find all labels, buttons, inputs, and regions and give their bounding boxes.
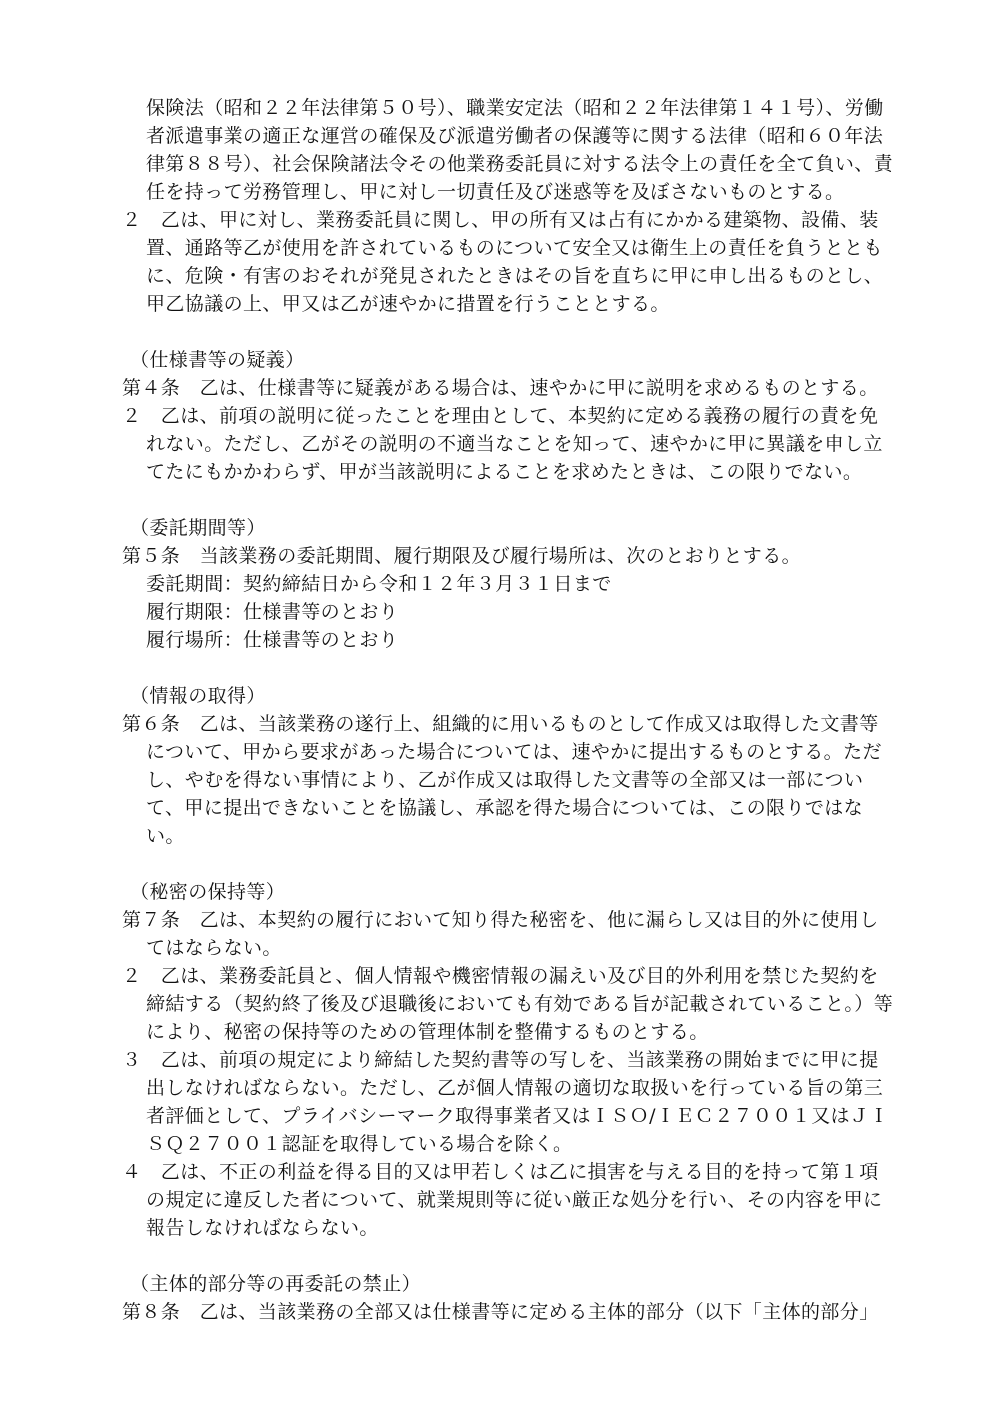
- article-8-heading: （主体的部分等の再委託の禁止）: [130, 1273, 422, 1295]
- row-separator: ：: [223, 629, 244, 651]
- article-7-paragraph-3: ３ 乙は、前項の規定により締結した契約書等の写しを、当該業務の開始までに甲に提出しなければならない。ただし、乙が個人情報の適切な取扱いを行っている旨の第三者評価として、プライバシーマーク取得事業者又はＩＳＯ/ＩＥＣ２７００１又はＪＩＳＱ２７００１認証を取得している場合を除く。: [122, 1049, 889, 1155]
- article-3-paragraph-2: ２ 乙は、甲に対し、業務委託員に関し、甲の所有又は占有にかかる建築物、設備、装置、通路等乙が使用を許されているものについて安全又は衛生上の責任を負うとともに、危険・有害のおそれが発見されたときはその旨を直ちに甲に申し出るものとし、甲乙協議の上、甲又は乙が速やかに措置を行うこととする。: [122, 209, 884, 315]
- document-body: [122, 94, 897, 1326]
- article-6-paragraph-1: 第６条 乙は、当該業務の遂行上、組織的に用いるものとして作成又は取得した文書等について、甲から要求があった場合については、速やかに提出するものとする。ただし、やむを得ない事情により、乙が作成又は取得した文書等の全部又は一部について、甲に提出できないことを協議し、承認を得た場合については、この限りではない。: [122, 713, 882, 847]
- article-5-row-location: [122, 626, 897, 654]
- article-5-heading: （委託期間等）: [130, 517, 266, 539]
- article-4-paragraph-2: ２ 乙は、前項の説明に従ったことを理由として、本契約に定める義務の履行の責を免れない。ただし、乙がその説明の不適当なことを知って、速やかに甲に異議を申し立てたにもかかわらず、甲が当該説明によることを求めたときは、この限りでない。: [122, 405, 883, 483]
- row-label: 履行期限: [146, 601, 224, 623]
- row-separator: ：: [223, 601, 244, 623]
- article-6-heading: （情報の取得）: [130, 685, 266, 707]
- row-separator: ：: [223, 573, 244, 595]
- article-3-continuation: 保険法（昭和２２年法律第５０号）、職業安定法（昭和２２年法律第１４１号）、労働者派遣事業の適正な運営の確保及び派遣労働者の保護等に関する法律（昭和６０年法律第８８号）、社会保険諸法令その他業務委託員に対する法令上の責任を全て負い、責任を持って労務管理し、甲に対し一切責任及び迷惑等を及ぼさないものとする。: [146, 97, 894, 203]
- article-8-paragraph-1: 第８条 乙は、当該業務の全部又は仕様書等に定める主体的部分（以下「主体的部分」: [122, 1301, 879, 1323]
- article-7-paragraph-2: ２ 乙は、業務委託員と、個人情報や機密情報の漏えい及び目的外利用を禁じた契約を締結する（契約終了後及び退職後においても有効である旨が記載されていること。）等により、秘密の保持等のための管理体制を整備するものとする。: [122, 965, 894, 1043]
- article-4-paragraph-1: 第４条 乙は、仕様書等に疑義がある場合は、速やかに甲に説明を求めるものとする。: [122, 377, 879, 399]
- row-value: 仕様書等のとおり: [243, 601, 399, 623]
- article-7-heading: （秘密の保持等）: [130, 881, 286, 903]
- article-7-paragraph-4: ４ 乙は、不正の利益を得る目的又は甲若しくは乙に損害を与える目的を持って第１項の規定に違反した者について、就業規則等に従い厳正な処分を行い、その内容を甲に報告しなければならない。: [122, 1161, 883, 1239]
- row-label: 委託期間: [146, 573, 224, 595]
- row-label: 履行場所: [146, 629, 224, 651]
- row-value: 仕様書等のとおり: [243, 629, 399, 651]
- article-5-row-deadline: [122, 598, 897, 626]
- article-4-heading: （仕様書等の疑義）: [130, 349, 305, 371]
- row-value: 契約締結日から令和１２年３月３１日まで: [243, 573, 612, 595]
- article-5-paragraph-1: 第５条 当該業務の委託期間、履行期限及び履行場所は、次のとおりとする。: [122, 545, 802, 567]
- article-7-paragraph-1: 第７条 乙は、本契約の履行において知り得た秘密を、他に漏らし又は目的外に使用してはならない。: [122, 909, 879, 959]
- article-5-row-commission-period: [122, 570, 897, 598]
